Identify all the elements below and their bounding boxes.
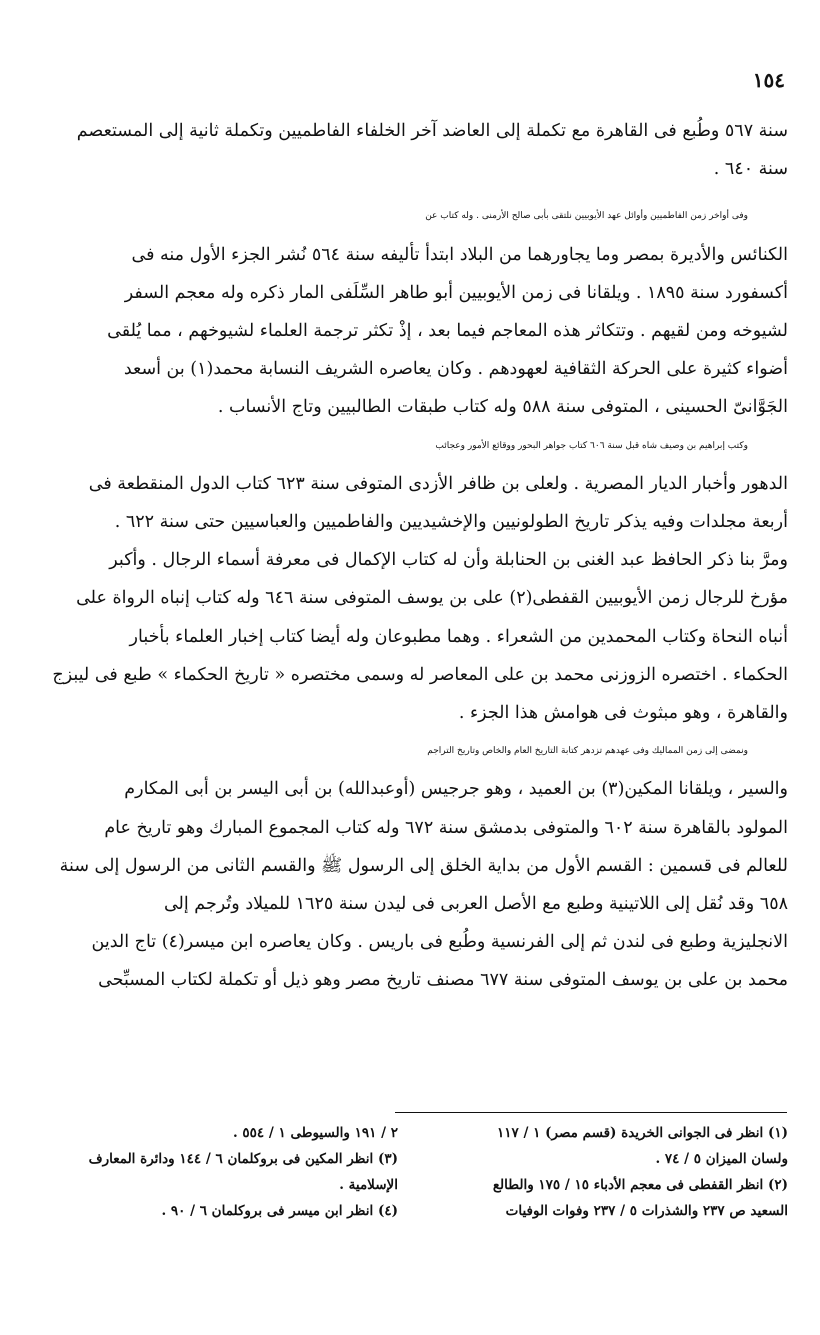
text-line: المولود بالقاهرة سنة ٦٠٢ والمتوفى بدمشق سنة ٦٧٢ وله كتاب المجموع المبارك وهو تاريخ عام bbox=[104, 817, 788, 838]
footnote-divider bbox=[395, 1112, 787, 1113]
footnote-line: (٣) انظر المكين فى بروكلمان ٦ / ١٤٤ ودائرة المعارف bbox=[88, 1151, 398, 1167]
text-line: مؤرخ للرجال زمن الأيوبيين القفطى(٢) على بن يوسف المتوفى سنة ٦٤٦ وله كتاب إنباه الرواة على bbox=[76, 588, 788, 609]
text-line: وفى أواخر زمن الفاطميين وأوائل عهد الأيوبيين نلتقى بأبى صالح الأرمنى . وله كتاب عن bbox=[425, 211, 748, 222]
paragraph-4 bbox=[38, 732, 788, 999]
footnotes-column-right bbox=[428, 1120, 788, 1224]
text-line: الحكماء . اختصره الزوزنى محمد بن على المعاصر له وسمى مختصره « تاريخ الحكماء » طبع فى ليبزج bbox=[52, 664, 788, 685]
paragraph-3 bbox=[38, 427, 788, 733]
footnote-line: ٢ / ١٩١ والسيوطى ١ / ٥٥٤ . bbox=[232, 1125, 398, 1141]
text-line: ومرَّ بنا ذكر الحافظ عبد الغنى بن الحنابلة وأن له كتاب الإكمال فى معرفة أسماء الرجال . وأكبر bbox=[109, 550, 788, 571]
text-line: سنة ٦٤٠ . bbox=[713, 159, 788, 180]
text-line: أضواء كثيرة على الحركة الثقافية لعهودهم . وكان يعاصره الشريف النسابة محمد(١) بن أسعد bbox=[123, 359, 788, 380]
paragraph-1 bbox=[38, 112, 788, 188]
footnote-line: السعيد ص ٢٣٧ والشذرات ٥ / ٢٣٧ وفوات الوفيات bbox=[505, 1203, 788, 1219]
body-text bbox=[38, 112, 788, 1000]
text-line: أكسفورد سنة ١٨٩٥ . ويلقانا فى زمن الأيوبيين أبو طاهر السِّلَفى المار ذكره وله معجم السفر bbox=[124, 282, 788, 303]
footnotes-column-left bbox=[38, 1120, 398, 1224]
footnote-line: (٢) انظر القفطى فى معجم الأدباء ١٥ / ١٧٥ والطالع bbox=[492, 1177, 788, 1193]
text-line: ونمضى إلى زمن المماليك وفى عهدهم تزدهر كتابة التاريخ العام والخاص وتاريخ التراجم bbox=[427, 746, 748, 757]
text-line: سنة ٥٦٧ وطُبع فى القاهرة مع تكملة إلى العاضد آخر الخلفاء الفاطميين وتكملة ثانية إلى المستعصم bbox=[76, 121, 788, 141]
text-line: الانجليزية وطبع فى لندن ثم إلى الفرنسية وطُبع فى باريس . وكان يعاصره ابن ميسر(٤) تاج الدين bbox=[91, 932, 788, 953]
text-line: لشيوخه ومن لقيهم . وتتكاثر هذه المعاجم فيما بعد ، إذْ تكثر ترجمة العلماء لشيوخهم ، مما يُلقى bbox=[107, 321, 788, 342]
text-line: الكنائس والأديرة بمصر وما يجاورهما من البلاد ابتدأ تأليفه سنة ٥٦٤ نُشر الجزء الأول منه فى bbox=[131, 244, 788, 265]
text-line: محمد بن على بن يوسف المتوفى سنة ٦٧٧ مصنف تاريخ مصر وهو ذيل أو تكملة لكتاب المسبِّحى bbox=[98, 970, 788, 991]
footnote-line: ولسان الميزان ٥ / ٧٤ . bbox=[655, 1151, 788, 1167]
footnote-line: الإسلامية . bbox=[339, 1177, 398, 1193]
page-number: ١٥٤ bbox=[752, 68, 785, 92]
text-line: للعالم فى قسمين : القسم الأول من بداية الخلق إلى الرسول ﷺ والقسم الثانى من الرسول إلى سنة bbox=[59, 855, 788, 876]
footnote-line: (٤) انظر ابن ميسر فى بروكلمان ٦ / ٩٠ . bbox=[161, 1203, 398, 1219]
text-line: والقاهرة ، وهو مبثوث فى هوامش هذا الجزء . bbox=[458, 703, 788, 724]
paragraph-2 bbox=[38, 197, 788, 426]
text-line: والسير ، ويلقانا المكين(٣) بن العميد ، وهو جرجيس (أوعبدالله) بن أبى اليسر بن أبى المكارم bbox=[124, 779, 788, 800]
text-line: الجَوَّانىّ الحسينى ، المتوفى سنة ٥٨٨ وله كتاب طبقات الطالبيين وتاج الأنساب . bbox=[217, 397, 788, 418]
text-line: ٦٥٨ وقد نُقل إلى اللاتينية وطبع مع الأصل العربى فى ليدن سنة ١٦٢٥ للميلاد وتُرجم إلى bbox=[163, 894, 788, 915]
text-line: أنباه النحاة وكتاب المحمدين من الشعراء . وهما مطبوعان وله أيضا كتاب إخبار العلماء بأخبار bbox=[129, 626, 788, 647]
text-line: الدهور وأخبار الديار المصرية . ولعلى بن ظافر الأزدى المتوفى سنة ٦٢٣ كتاب الدول المنقطعة فى bbox=[88, 473, 788, 494]
text-line: أربعة مجلدات وفيه يذكر تاريخ الطولونيين والإخشيديين والفاطميين والعباسيين حتى سنة ٦٢٢ . bbox=[114, 512, 788, 533]
footnote-line: (١) انظر فى الجوانى الخريدة (قسم مصر) ١ / ١١٧ bbox=[497, 1125, 788, 1141]
text-line: وكتب إبراهيم بن وصيف شاه قبل سنة ٦٠٦ كتاب جواهر البحور ووقائع الأمور وعجائب bbox=[435, 440, 748, 451]
